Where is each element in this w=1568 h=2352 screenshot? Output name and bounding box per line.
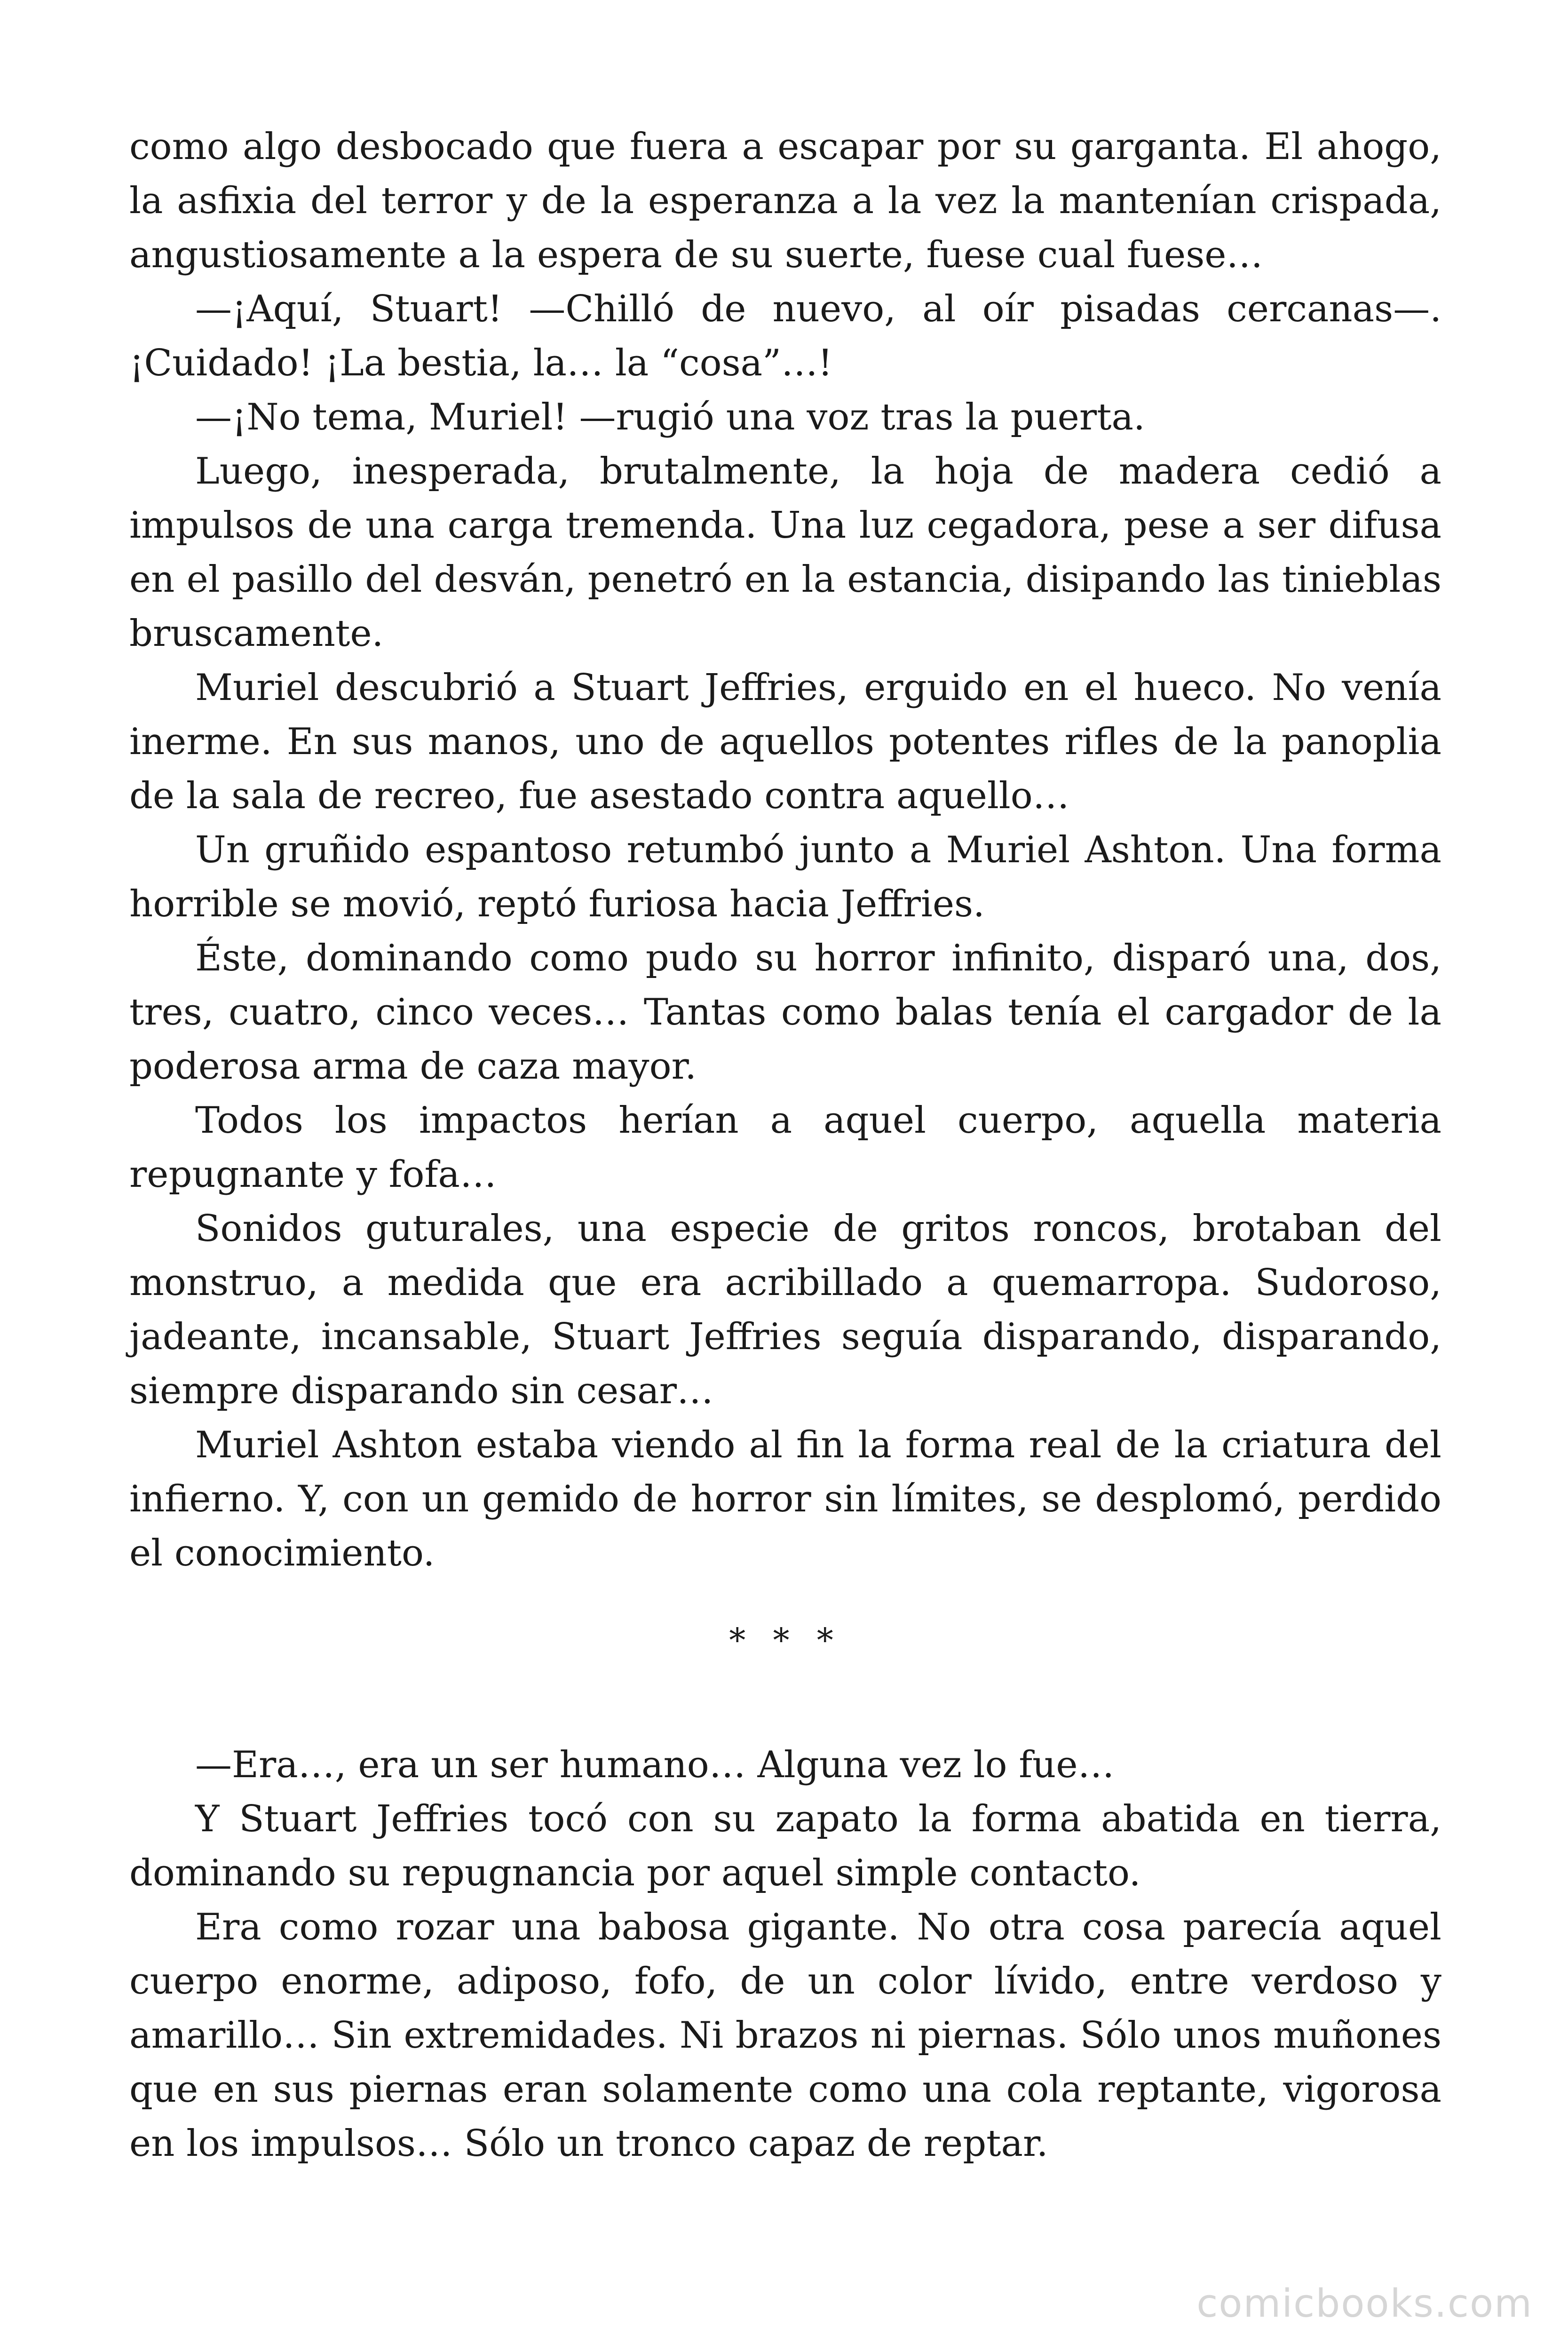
paragraph: como algo desbocado que fuera a escapar por su garganta. El ahogo, la asfixia del terror y de la esperanza a la vez la mantenían crispada, angustiosamente a la espera de su suerte, fuese cual fuese… bbox=[129, 126, 1441, 276]
paragraph: Un gruñido espantoso retumbó junto a Muriel Ashton. Una forma horrible se movió, reptó furiosa hacia Jeffries. bbox=[129, 829, 1441, 925]
paragraph: Era como rozar una babosa gigante. No otra cosa parecía aquel cuerpo enorme, adiposo, fofo, de un color lívido, entre verdoso y amarillo… Sin extremidades. Ni brazos ni piernas. Sólo unos muñones que en sus piernas eran solamente como una cola reptante, vigorosa en los impulsos… Sólo un tronco capaz de reptar. bbox=[129, 1906, 1441, 2165]
paragraph: Muriel descubrió a Stuart Jeffries, erguido en el hueco. No venía inerme. En sus manos, uno de aquellos potentes rifles de la panoplia de la sala de recreo, fue asestado contra aquello… bbox=[129, 667, 1441, 817]
paragraph: Luego, inesperada, brutalmente, la hoja de madera cedió a impulsos de una carga tremenda. Una luz cegadora, pese a ser difusa en el pasillo del desván, penetró en la estancia, disipando las tinieblas bruscamente. bbox=[129, 450, 1441, 655]
watermark: comicbooks.com bbox=[1196, 2281, 1533, 2326]
section-separator: * * * bbox=[729, 1621, 842, 1660]
paragraph: Muriel Ashton estaba viendo al fin la forma real de la criatura del infierno. Y, con un gemido de horror sin límites, se desplomó, perdido el conocimiento. bbox=[129, 1424, 1441, 1574]
paragraph: Éste, dominando como pudo su horror infinito, disparó una, dos, tres, cuatro, cinco veces… Tantas como balas tenía el cargador de la poderosa arma de caza mayor. bbox=[129, 937, 1441, 1088]
book-page bbox=[129, 120, 1441, 2171]
paragraph: —¡Aquí, Stuart! —Chilló de nuevo, al oír pisadas cercanas—. ¡Cuidado! ¡La bestia, la… la “cosa”…! bbox=[129, 288, 1441, 384]
paragraph: Todos los impactos herían a aquel cuerpo, aquella materia repugnante y fofa… bbox=[129, 1099, 1441, 1196]
paragraph: —¡No tema, Muriel! —rugió una voz tras la puerta. bbox=[195, 396, 1145, 438]
paragraph: Sonidos guturales, una especie de gritos roncos, brotaban del monstruo, a medida que era acribillado a quemarropa. Sudoroso, jadeante, incansable, Stuart Jeffries seguía disparando, disparando, siempre disparando sin cesar… bbox=[129, 1208, 1441, 1412]
paragraph: Y Stuart Jeffries tocó con su zapato la forma abatida en tierra, dominando su repugnancia por aquel simple contacto. bbox=[129, 1798, 1441, 1894]
paragraph: —Era…, era un ser humano… Alguna vez lo fue… bbox=[195, 1744, 1115, 1786]
